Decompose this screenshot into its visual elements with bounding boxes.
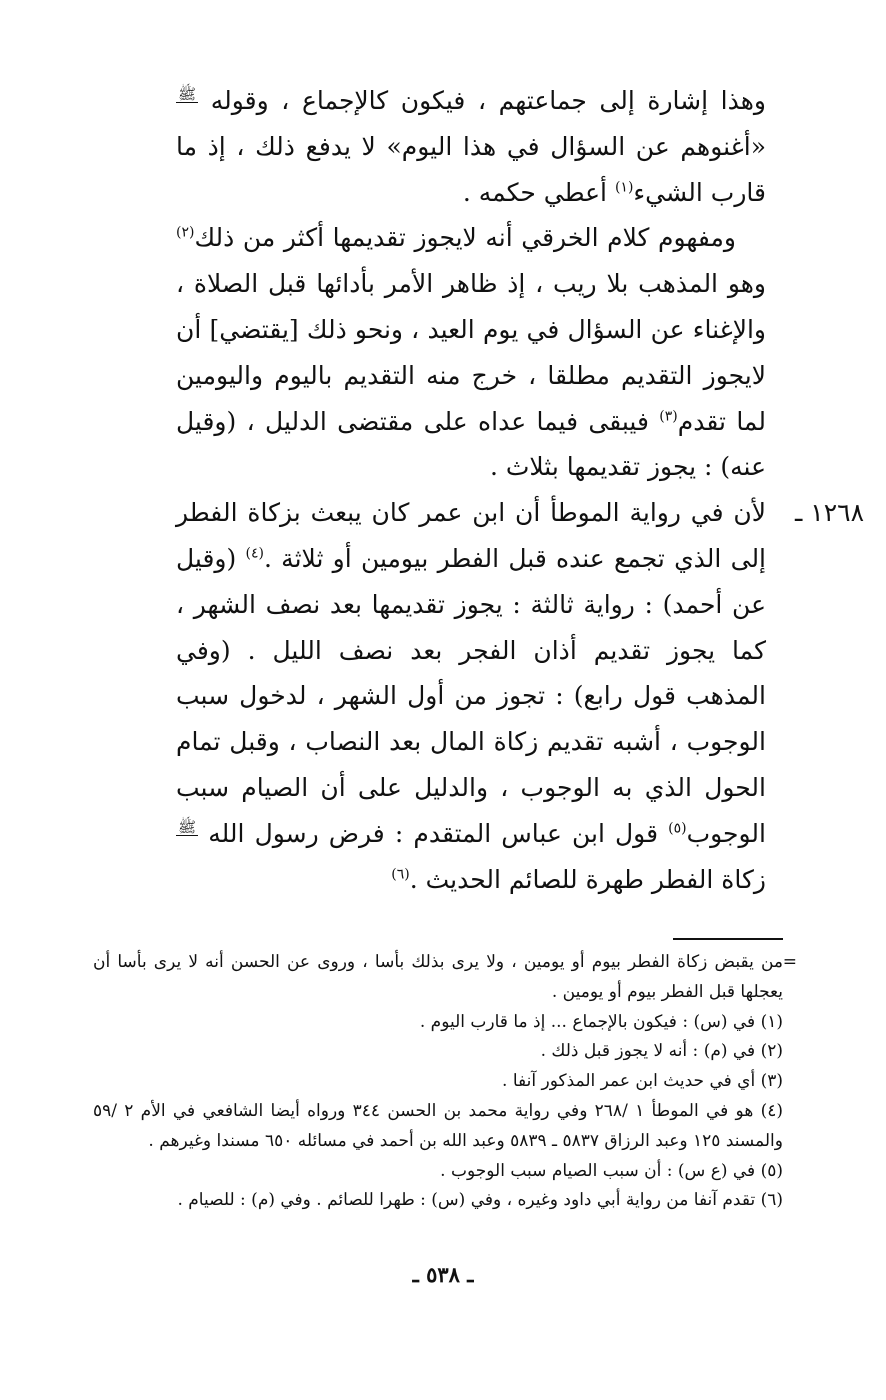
text-segment: ومفهوم كلام الخرقي أنه لايجوز تقديمها أكثر من ذلك <box>194 223 736 253</box>
paragraph-1 <box>176 78 766 215</box>
footnote-ref-1: (١) <box>614 179 634 196</box>
text-segment: قول ابن عباس المتقدم : فرض رسول الله <box>198 818 669 848</box>
footnote-2: (٢) في (م) : أنه لا يجوز قبل ذلك . <box>540 1041 783 1062</box>
paragraph-2 <box>176 215 766 490</box>
footnote-separator <box>673 938 783 940</box>
footnote-1: (١) في (س) : فيكون بالإجماع ... إذ ما قارب اليوم . <box>419 1011 783 1032</box>
salla-allah-glyph: ﷺ <box>178 817 197 836</box>
footnote-continuation <box>93 948 797 1008</box>
text-segment: فيبقى فيما عداه على مقتضى الدليل ، (وقيل عنه) : يجوز تقديمها بثلاث . <box>176 406 766 482</box>
footnote-ref-3: (٣) <box>659 408 678 425</box>
hadith-number: ١٢٦٨ ـ <box>795 498 864 528</box>
footnote-5: (٥) في (ع س) : أن سبب الصيام سبب الوجوب . <box>440 1160 783 1181</box>
footnote-3: (٣) أي في حديث ابن عمر المذكور آنفا . <box>502 1071 783 1092</box>
footnotes <box>93 948 797 1216</box>
text-segment: (وقيل عن أحمد) : رواية ثالثة : يجوز تقديمها بعد نصف الشهر ، كما يجوز تقديم أذان الفجر بعد نصف الليل . (وفي المذهب قول رابع) : تجوز من أول الشهر ، لدخول سبب الوجوب ، أشبه تقديم زكاة المال بعد النصاب ، وقبل تمام الحول الذي به الوجوب ، والدليل على أن الصيام سبب الوجوب <box>176 543 766 848</box>
text-segment: وهو المذهب بلا ريب ، إذ ظاهر الأمر بأدائها قبل الصلاة ، والإغناء عن السؤال في يوم العيد ، ونحو ذلك [يقتضي] أن لايجوز التقديم مطلقا ، خرج منه التقديم باليوم واليومين لما تقدم <box>176 269 767 436</box>
main-text <box>176 78 864 902</box>
continuation-mark: = <box>782 952 797 972</box>
footnote-ref-2: (٢) <box>176 225 195 242</box>
text-segment: لأن في رواية الموطأ أن ابن عمر كان يبعث بزكاة الفطر إلى الذي تجمع عنده قبل الفطر بيومين أو ثلاثة . <box>176 498 767 573</box>
text-segment: «أغنوهم عن السؤال في هذا اليوم» لا يدفع ذلك ، إذ ما قارب الشيء <box>176 131 766 207</box>
footnote-ref-4: (٤) <box>245 545 264 562</box>
salla-allah-glyph: ﷺ <box>178 85 197 103</box>
page-number: ـ ٥٣٨ ـ <box>412 1262 474 1287</box>
footnote-4: (٤) هو في الموطأ ١ /٢٦٨ وفي رواية محمد بن الحسن ٣٤٤ ورواه أيضا الشافعي في الأم ٢ /٥٩ والمسند ١٢٥ وعبد الرزاق ٥٨٣٧ ـ ٥٨٣٩ وعبد الله بن أحمد في مسائله ٦٥٠ مسندا وغيرهم . <box>93 1100 783 1151</box>
footnote-6: (٦) تقدم آنفا من رواية أبي داود وغيره ، وفي (س) : طهرا للصائم . وفي (م) : للصيام . <box>177 1190 783 1211</box>
footnote-text: من يقبض زكاة الفطر بيوم أو يومين ، ولا يرى بذلك بأسا ، وروى عن الحسن أنه لا يرى بأسا أن يعجلها قبل الفطر بيوم أو يومين . <box>93 952 783 1002</box>
footnote-ref-6: (٦) <box>391 866 410 883</box>
text-segment: زكاة الفطر طهرة للصائم الحديث . <box>409 864 766 894</box>
footnote-ref-5: (٥) <box>668 820 687 837</box>
text-segment: أعطي حكمه . <box>462 177 615 207</box>
paragraph-1268 <box>176 490 864 902</box>
text-segment: وهذا إشارة إلى جماعتهم ، فيكون كالإجماع ، وقوله <box>198 86 766 115</box>
